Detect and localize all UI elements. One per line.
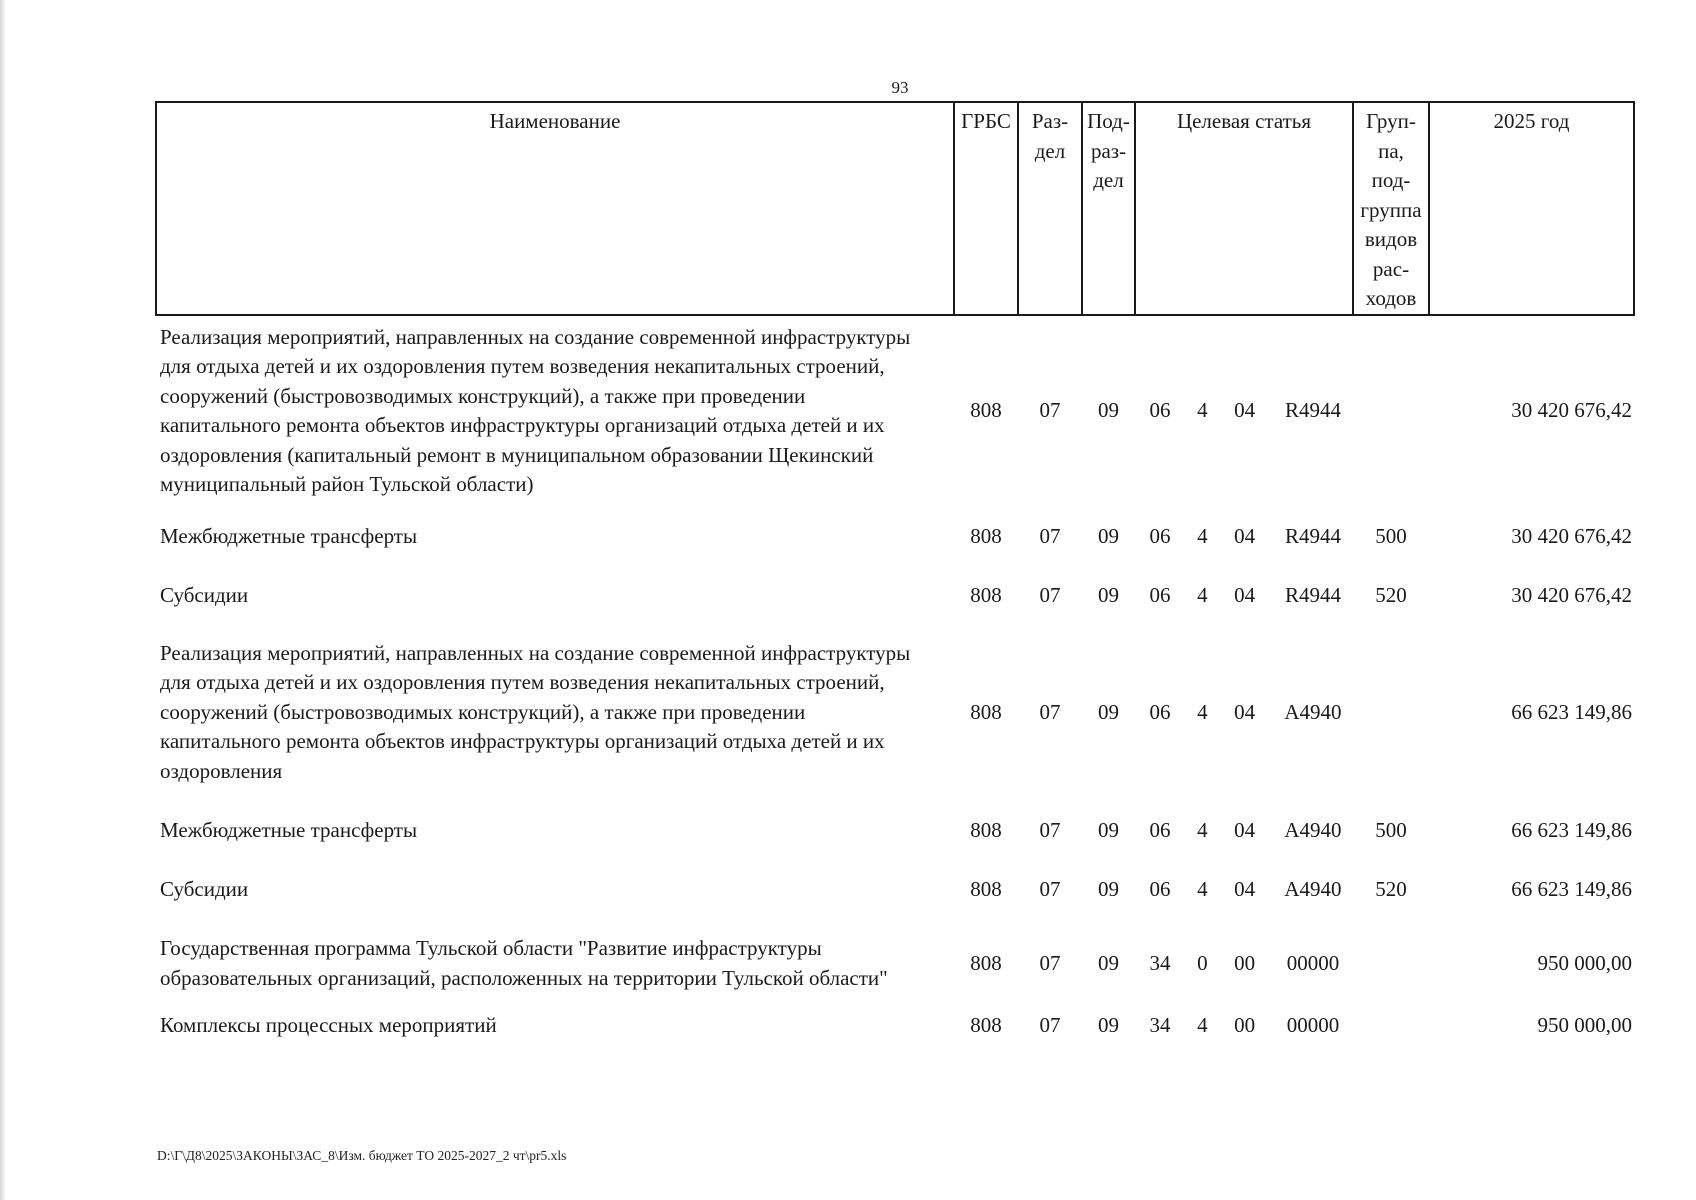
row-podrazdel: 09 bbox=[1098, 523, 1119, 548]
row-name: Субсидии bbox=[160, 582, 249, 607]
row-podrazdel: 09 bbox=[1098, 817, 1119, 842]
row-amount: 30 420 676,42 bbox=[1511, 398, 1632, 423]
row-name: Реализация мероприятий, направленных на создание современной инфраструктуры для отдыха детей и их оздоровления путем возведения некапитальных строений, сооружений (быстровозводимых конструкций), а также при проведении капитального ремонта объектов инфраструктуры организаций отдыха детей и их оздоровления bbox=[160, 640, 911, 783]
target-code-part: A4940 bbox=[1284, 699, 1342, 724]
row-name: Межбюджетные трансферты bbox=[160, 523, 418, 548]
row-target-code bbox=[1135, 567, 1353, 625]
target-code-part: 06 bbox=[1149, 582, 1171, 607]
target-code-parts bbox=[1135, 816, 1353, 846]
row-amount: 950 000,00 bbox=[1537, 1012, 1632, 1037]
row-group: 500 bbox=[1375, 817, 1407, 842]
header-year: 2025 год bbox=[1429, 102, 1634, 315]
target-code-parts bbox=[1135, 1011, 1353, 1041]
target-code-parts bbox=[1135, 396, 1353, 426]
target-code-part: 04 bbox=[1234, 398, 1256, 423]
target-code-part: 06 bbox=[1149, 817, 1171, 842]
row-amount: 30 420 676,42 bbox=[1511, 523, 1632, 548]
target-code-part: 06 bbox=[1149, 876, 1171, 901]
row-razdel: 07 bbox=[1039, 1012, 1061, 1037]
header-group: Груп- па, под- группа видов рас- ходов bbox=[1353, 102, 1429, 315]
scan-edge bbox=[0, 0, 6, 1200]
row-podrazdel: 09 bbox=[1098, 1012, 1119, 1037]
row-target-code bbox=[1135, 1009, 1353, 1043]
row-razdel: 07 bbox=[1039, 699, 1061, 724]
target-code-part: 4 bbox=[1197, 582, 1208, 607]
row-grbs: 808 bbox=[970, 398, 1002, 423]
target-code-part: 04 bbox=[1234, 699, 1256, 724]
table-row bbox=[156, 919, 1634, 1009]
target-code-part: R4944 bbox=[1284, 523, 1341, 548]
row-grbs: 808 bbox=[970, 582, 1002, 607]
target-code-part: 00 bbox=[1234, 1012, 1256, 1037]
target-code-part: 4 bbox=[1197, 398, 1208, 423]
target-code-part: 06 bbox=[1149, 523, 1171, 548]
row-razdel: 07 bbox=[1039, 398, 1061, 423]
target-code-parts bbox=[1135, 581, 1353, 611]
target-code-part: 00000 bbox=[1286, 950, 1340, 975]
row-target-code bbox=[1135, 625, 1353, 801]
target-code-part: 06 bbox=[1149, 398, 1171, 423]
header-razdel: Раз- дел bbox=[1018, 102, 1082, 315]
row-target-code bbox=[1135, 507, 1353, 567]
row-target-code bbox=[1135, 861, 1353, 919]
table-row bbox=[156, 1009, 1634, 1043]
row-name: Комплексы процессных мероприятий bbox=[160, 1012, 497, 1037]
target-code-part: 34 bbox=[1149, 1012, 1171, 1037]
row-grbs: 808 bbox=[970, 817, 1002, 842]
target-code-part: 04 bbox=[1234, 876, 1256, 901]
target-code-parts bbox=[1135, 522, 1353, 552]
table-row bbox=[156, 507, 1634, 567]
budget-table bbox=[155, 101, 1635, 1043]
table-row bbox=[156, 625, 1634, 801]
row-razdel: 07 bbox=[1039, 582, 1061, 607]
row-podrazdel: 09 bbox=[1098, 950, 1119, 975]
row-group: 520 bbox=[1375, 876, 1407, 901]
row-group bbox=[1353, 625, 1429, 801]
target-code-part: 34 bbox=[1149, 950, 1171, 975]
row-grbs: 808 bbox=[970, 950, 1002, 975]
row-grbs: 808 bbox=[970, 876, 1002, 901]
row-podrazdel: 09 bbox=[1098, 398, 1119, 423]
row-group bbox=[1353, 315, 1429, 507]
target-code-part: 4 bbox=[1197, 817, 1208, 842]
row-name: Межбюджетные трансферты bbox=[160, 817, 418, 842]
row-razdel: 07 bbox=[1039, 876, 1061, 901]
row-grbs: 808 bbox=[970, 699, 1002, 724]
page-number: 93 bbox=[891, 78, 909, 97]
target-code-part: 00 bbox=[1234, 950, 1256, 975]
target-code-part: 06 bbox=[1149, 699, 1171, 724]
target-code-part: 04 bbox=[1234, 817, 1256, 842]
row-amount: 66 623 149,86 bbox=[1511, 876, 1632, 901]
target-code-part: R4944 bbox=[1284, 398, 1341, 423]
target-code-parts bbox=[1135, 949, 1353, 979]
table-row bbox=[156, 315, 1634, 507]
target-code-parts bbox=[1135, 875, 1353, 905]
row-razdel: 07 bbox=[1039, 817, 1061, 842]
target-code-part: 4 bbox=[1197, 523, 1208, 548]
row-amount: 30 420 676,42 bbox=[1511, 582, 1632, 607]
header-name: Наименование bbox=[156, 102, 954, 315]
table-row bbox=[156, 861, 1634, 919]
row-grbs: 808 bbox=[970, 1012, 1002, 1037]
target-code-part: A4940 bbox=[1284, 817, 1342, 842]
row-group: 500 bbox=[1375, 523, 1407, 548]
target-code-parts bbox=[1135, 698, 1353, 728]
header-podrazdel: Под- раз- дел bbox=[1082, 102, 1135, 315]
row-name: Государственная программа Тульской области "Развитие инфраструктуры образовательных организаций, расположенных на территории Тульской области" bbox=[160, 936, 888, 990]
footer-file-path: D:\Г\Д8\2025\ЗАКОНЫ\ЗАС_8\Изм. бюджет ТО 2025-2027_2 чт\pr5.xls bbox=[157, 1148, 567, 1163]
row-name: Реализация мероприятий, направленных на создание современной инфраструктуры для отдыха детей и их оздоровления путем возведения некапитальных строений, сооружений (быстровозводимых конструкций), а также при проведении капитального ремонта объектов инфраструктуры организаций отдыха детей и их оздоровления (капитальный ремонт в муниципальном образовании Щекинский муниципальный район Тульской области) bbox=[160, 324, 911, 496]
target-code-part: R4944 bbox=[1284, 582, 1341, 607]
table-header-row bbox=[156, 102, 1634, 315]
target-code-part: 4 bbox=[1197, 1012, 1208, 1037]
row-podrazdel: 09 bbox=[1098, 582, 1119, 607]
row-group bbox=[1353, 919, 1429, 1009]
row-razdel: 07 bbox=[1039, 950, 1061, 975]
row-podrazdel: 09 bbox=[1098, 876, 1119, 901]
row-name: Субсидии bbox=[160, 876, 249, 901]
table-row bbox=[156, 801, 1634, 861]
row-amount: 66 623 149,86 bbox=[1511, 817, 1632, 842]
row-amount: 66 623 149,86 bbox=[1511, 699, 1632, 724]
target-code-part: 04 bbox=[1234, 523, 1256, 548]
row-amount: 950 000,00 bbox=[1537, 950, 1632, 975]
target-code-part: 4 bbox=[1197, 699, 1208, 724]
target-code-part: 4 bbox=[1197, 876, 1208, 901]
row-target-code bbox=[1135, 919, 1353, 1009]
row-grbs: 808 bbox=[970, 523, 1002, 548]
table-row bbox=[156, 567, 1634, 625]
header-target: Целевая статья bbox=[1135, 102, 1353, 315]
header-grbs: ГРБС bbox=[954, 102, 1018, 315]
row-podrazdel: 09 bbox=[1098, 699, 1119, 724]
row-razdel: 07 bbox=[1039, 523, 1061, 548]
target-code-part: 00000 bbox=[1286, 1012, 1340, 1037]
target-code-part: 0 bbox=[1197, 950, 1208, 975]
row-group bbox=[1353, 1009, 1429, 1043]
table-body bbox=[156, 315, 1634, 1043]
row-target-code bbox=[1135, 801, 1353, 861]
target-code-part: 04 bbox=[1234, 582, 1256, 607]
row-target-code bbox=[1135, 315, 1353, 507]
target-code-part: A4940 bbox=[1284, 876, 1342, 901]
row-group: 520 bbox=[1375, 582, 1407, 607]
